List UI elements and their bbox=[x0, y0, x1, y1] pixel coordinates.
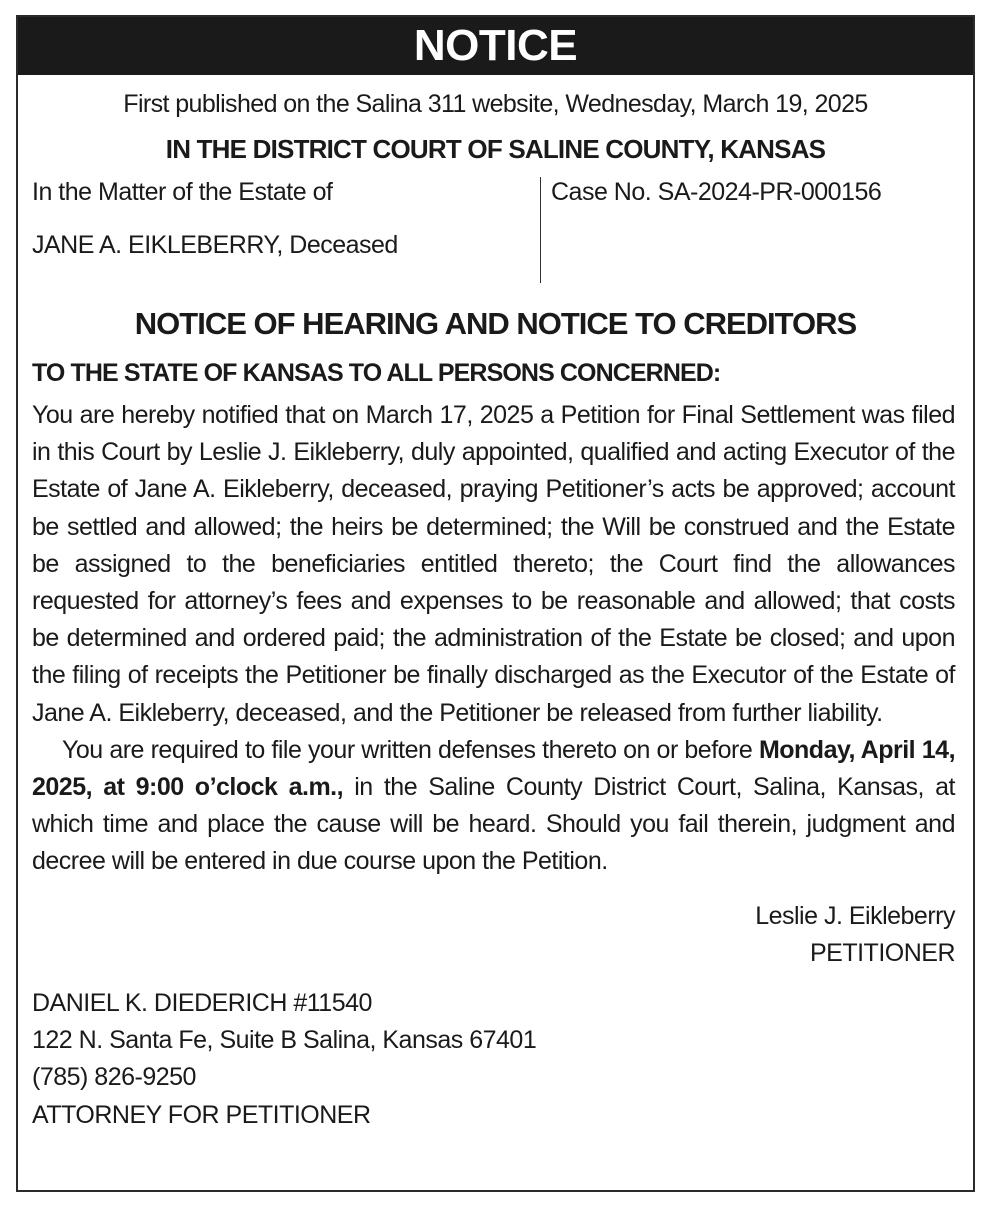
signature-block bbox=[18, 898, 955, 972]
petitioner-role: PETITIONER bbox=[809, 938, 955, 967]
case-caption bbox=[18, 177, 973, 283]
notice-heading: NOTICE OF HEARING AND NOTICE TO CREDITORS bbox=[134, 306, 857, 341]
petitioner-name: Leslie J. Eikleberry bbox=[755, 901, 955, 930]
attorney-address: 122 N. Santa Fe, Suite B Salina, Kansas 67401 bbox=[32, 1025, 537, 1054]
decedent-line: JANE A. EIKLEBERRY, Deceased bbox=[32, 231, 398, 259]
legal-notice bbox=[16, 15, 975, 1192]
attorney-name: DANIEL K. DIEDERICH #11540 bbox=[32, 988, 372, 1017]
publication-line: First published on the Salina 311 website, Wednesday, March 19, 2025 bbox=[123, 90, 868, 118]
caption-parties bbox=[32, 177, 398, 260]
paragraph-defenses bbox=[32, 732, 955, 881]
attorney-phone: (785) 826-9250 bbox=[32, 1063, 196, 1092]
defenses-rest: in the Saline County District Court, Salina, Kansas, at which time and place the cause will be heard. Should you fail therein, judgment and decree will be entered in due course upon the Petition. bbox=[32, 773, 955, 876]
salutation: TO THE STATE OF KANSAS TO ALL PERSONS CONCERNED: bbox=[32, 359, 721, 387]
hearing-deadline: Monday, April 14, 2025, at 9:00 o’clock a.m., bbox=[32, 735, 956, 802]
court-title: IN THE DISTRICT COURT OF SALINE COUNTY, KANSAS bbox=[165, 134, 826, 164]
matter-line: In the Matter of the Estate of bbox=[32, 178, 333, 206]
attorney-block bbox=[32, 985, 973, 1134]
case-number: Case No. SA-2024-PR-000156 bbox=[551, 178, 882, 206]
paragraph-petition: You are hereby notified that on March 17, 2025 a Petition for Final Settlement was filed in this Court by Leslie J. Eikleberry, duly appointed, qualified and acting Executor of the Estate of Jane A. Eikleberry, deceased, praying Petitioner’s acts be approved; account be settled and allowed; the heirs be determined; the Will be construed and the Estate be assigned to the beneficiaries entitled thereto; the Court find the allowances requested for attorney’s fees and expenses to be reasonable and allowed; that costs be determined and ordered paid; the administration of the Estate be closed; and upon the filing of receipts the Petitioner be finally discharged as the Executor of the Estate of Jane A. Eikleberry, deceased, and the Petitioner be released from further liability. bbox=[32, 401, 955, 727]
caption-divider bbox=[540, 177, 541, 283]
attorney-role: ATTORNEY FOR PETITIONER bbox=[32, 1100, 371, 1129]
defenses-intro: You are required to file your written defenses thereto on or before bbox=[62, 735, 759, 764]
notice-banner: NOTICE bbox=[18, 17, 973, 75]
